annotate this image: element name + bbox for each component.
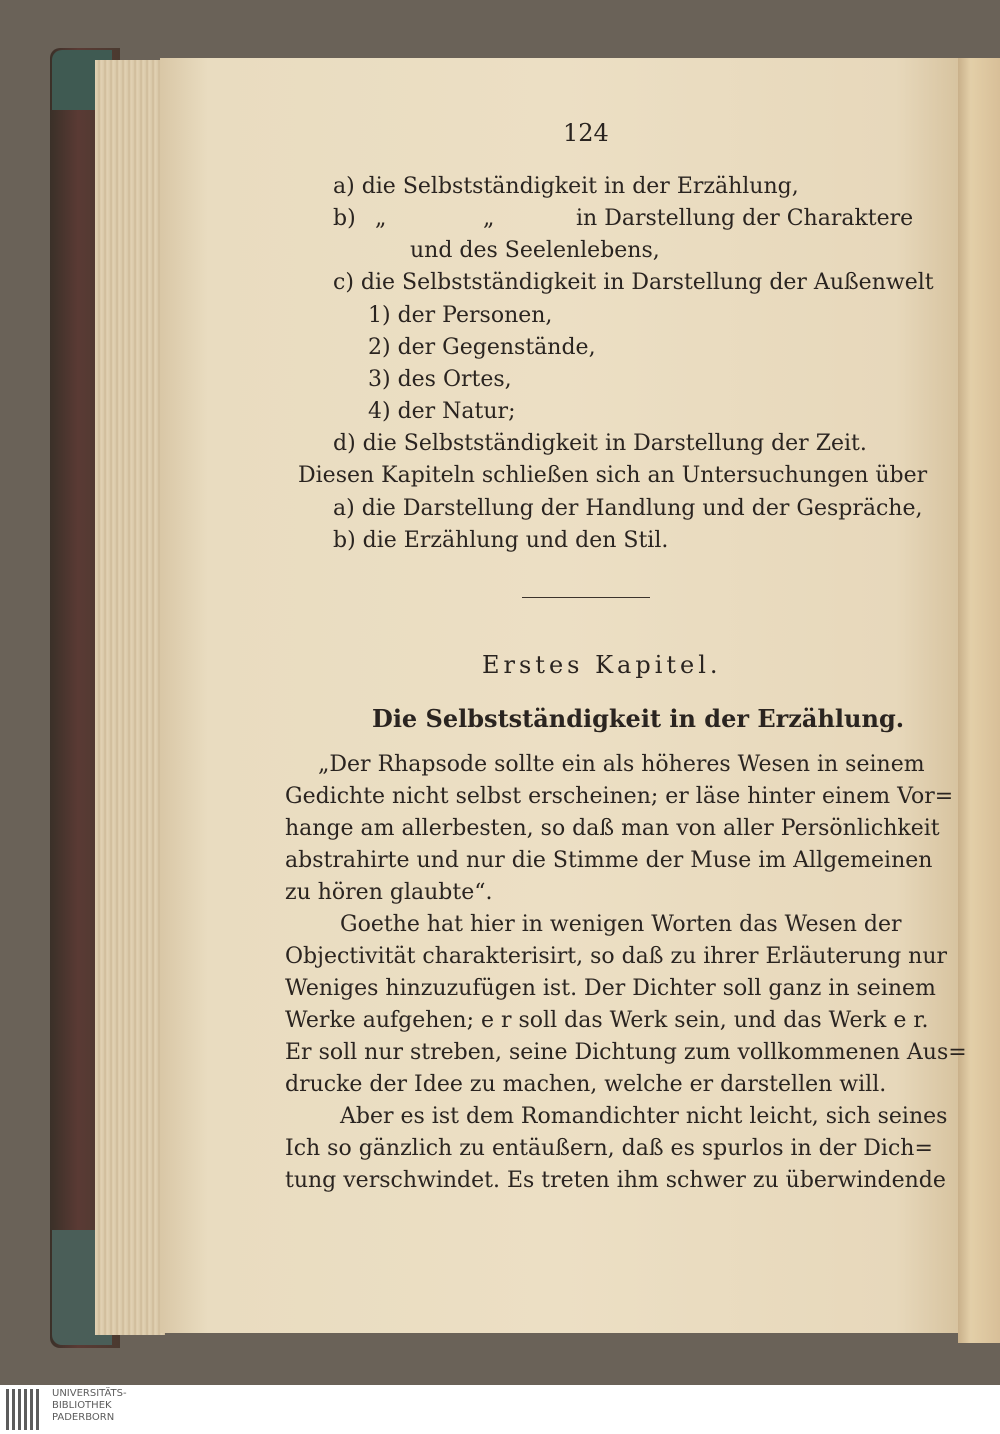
library-name-line: PADERBORN bbox=[52, 1412, 115, 1423]
library-logo-icon bbox=[6, 1389, 42, 1430]
list-subitem-1: 1) der Personen, bbox=[368, 303, 553, 328]
list-subitem-3: 3) des Ortes, bbox=[368, 367, 512, 392]
list-item-b-continuation: und des Seelenlebens, bbox=[410, 238, 660, 263]
page-number: 124 bbox=[563, 119, 609, 147]
list-item-b-marker: b) bbox=[333, 206, 356, 231]
body-line: hange am allerbesten, so daß man von aller Persönlichkeit bbox=[285, 816, 940, 841]
body-line: Er soll nur streben, seine Dichtung zum vollkommenen Aus= bbox=[285, 1040, 967, 1065]
list2-item-a: a) die Darstellung der Handlung und der Gespräche, bbox=[333, 496, 923, 521]
body-line: abstrahirte und nur die Stimme der Muse im Allgemeinen bbox=[285, 848, 933, 873]
library-name bbox=[52, 1388, 127, 1424]
ditto-mark: „ bbox=[375, 206, 387, 231]
body-line: Goethe hat hier in wenigen Worten das Wesen der bbox=[340, 912, 902, 937]
list-subitem-4: 4) der Natur; bbox=[368, 399, 516, 424]
section-heading: Die Selbstständigkeit in der Erzählung. bbox=[372, 704, 905, 733]
ditto-mark: „ bbox=[483, 206, 495, 231]
chapter-title: Erstes Kapitel. bbox=[482, 651, 722, 679]
list-item-b-text: in Darstellung der Charaktere bbox=[576, 206, 914, 231]
body-line: Ich so gänzlich zu entäußern, daß es spurlos in der Dich= bbox=[285, 1136, 933, 1161]
body-line: „Der Rhapsode sollte ein als höheres Wesen in seinem bbox=[318, 752, 925, 777]
section-divider bbox=[522, 597, 650, 598]
body-line: zu hören glaubte“. bbox=[285, 880, 493, 905]
library-name-line: UNIVERSITÄTS- bbox=[52, 1388, 127, 1399]
intro-line: Diesen Kapiteln schließen sich an Untersuchungen über bbox=[298, 463, 928, 488]
list2-item-b: b) die Erzählung und den Stil. bbox=[333, 528, 669, 553]
facing-page-edge bbox=[958, 58, 1000, 1343]
body-line: Objectivität charakterisirt, so daß zu ihrer Erläuterung nur bbox=[285, 944, 948, 969]
page-edges bbox=[95, 60, 165, 1335]
list-subitem-2: 2) der Gegenstände, bbox=[368, 335, 596, 360]
list-item-d: d) die Selbstständigkeit in Darstellung der Zeit. bbox=[333, 431, 867, 456]
body-line: drucke der Idee zu machen, welche er darstellen will. bbox=[285, 1072, 887, 1097]
library-footer bbox=[0, 1385, 1000, 1434]
list-item-a: a) die Selbstständigkeit in der Erzählung, bbox=[333, 174, 799, 199]
body-line: Gedichte nicht selbst erscheinen; er läse hinter einem Vor= bbox=[285, 784, 954, 809]
library-name-line: BIBLIOTHEK bbox=[52, 1400, 112, 1411]
body-line: Werke aufgehen; e r soll das Werk sein, und das Werk e r. bbox=[285, 1008, 929, 1033]
body-line: tung verschwindet. Es treten ihm schwer zu überwindende bbox=[285, 1168, 946, 1193]
body-line: Weniges hinzuzufügen ist. Der Dichter soll ganz in seinem bbox=[285, 976, 936, 1001]
body-line: Aber es ist dem Romandichter nicht leicht, sich seines bbox=[340, 1104, 948, 1129]
list-item-c: c) die Selbstständigkeit in Darstellung der Außenwelt bbox=[333, 270, 934, 295]
